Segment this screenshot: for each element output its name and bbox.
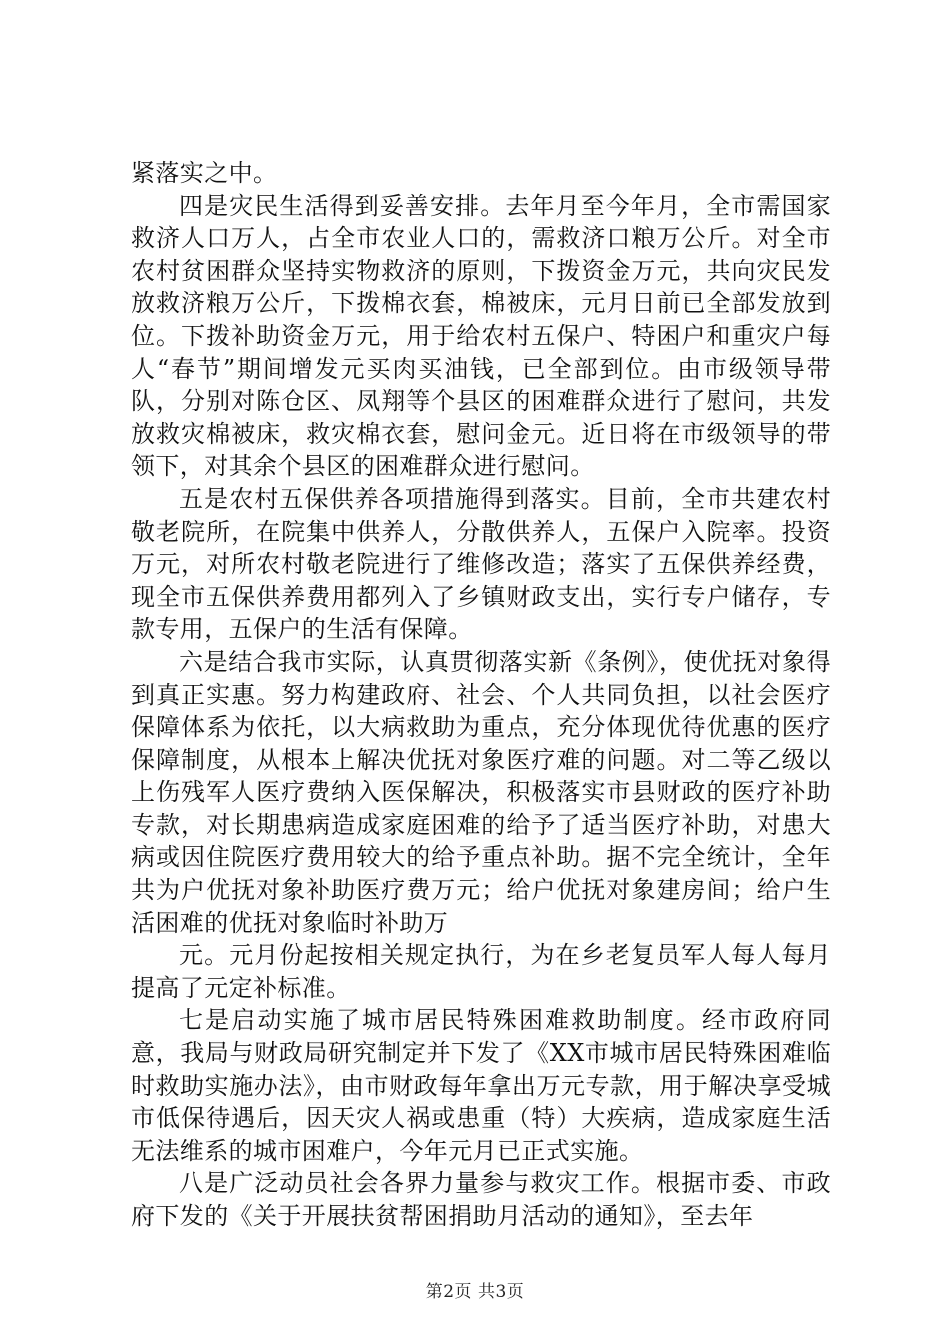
paragraph-disaster-relief: 四是灾民生活得到妥善安排。去年月至今年月，全市需国家救济人口万人，占全市农业人口的，需救济口粮万公斤。对全市农村贫困群众坚持实物救济的原则，下拨资金万元，共向灾民发放救济粮万公斤，下拨棉衣套，棉被床，元月日前已全部发放到位。下拨补助资金万元，用于给农村五保户、特困户和重灾户每人“春节”期间增发元买肉买油钱，已全部到位。由市级领导带队，分别对陈仓区、凤翔等个县区的困难群众进行了慰问，共发放救灾棉被床，救灾棉衣套，慰问金元。近日将在市级领导的带领下，对其余个县区的困难群众进行慰问。 xyxy=(131,191,831,481)
paragraph-continuation: 紧落实之中。 xyxy=(131,159,278,187)
paragraph-subsidy-standard: 元。元月份起按相关规定执行，为在乡老复员军人每人每月提高了元定补标准。 xyxy=(131,941,831,1002)
paragraph-five-guarantees: 五是农村五保供养各项措施得到落实。目前，全市共建农村敬老院所，在院集中供养人，分散供养人，五保户入院率。投资万元，对所农村敬老院进行了维修改造；落实了五保供养经费，现全市五保供养费用都列入了乡镇财政支出，实行专户储存，专款专用，五保户的生活有保障。 xyxy=(131,484,831,644)
paragraph-social-mobilization: 八是广泛动员社会各界力量参与救灾工作。根据市委、市政府下发的《关于开展扶贫帮困捐助月活动的通知》，至去年 xyxy=(131,1169,831,1230)
paragraph-regulations: 六是结合我市实际，认真贯彻落实新《条例》，使优抚对象得到真正实惠。努力构建政府、社会、个人共同负担，以社会医疗保障体系为依托，以大病救助为重点，充分体现优待优惠的医疗保障制度，从根本上解决优抚对象医疗难的问题。对二等乙级以上伤残军人医疗费纳入医保解决，积极落实市县财政的医疗补助专款，对长期患病造成家庭困难的给予了适当医疗补助，对患大病或因住院医疗费用较大的给予重点补助。据不完全统计，全年共为户优抚对象补助医疗费万元；给户优抚对象建房间；给户生活困难的优抚对象临时补助万 xyxy=(131,647,831,937)
page-number-footer: 第2页 共3页 xyxy=(425,1282,525,1302)
paragraph-urban-assistance: 七是启动实施了城市居民特殊困难救助制度。经市政府同意，我局与财政局研究制定并下发了《XX市城市居民特殊困难临时救助实施办法》，由市财政每年拿出万元专款，用于解决享受城市低保待遇后，因天灾人祸或患重（特）大疾病，造成家庭生活无法维系的城市困难户，今年元月已正式实施。 xyxy=(131,1006,831,1165)
document-body xyxy=(131,157,831,1233)
